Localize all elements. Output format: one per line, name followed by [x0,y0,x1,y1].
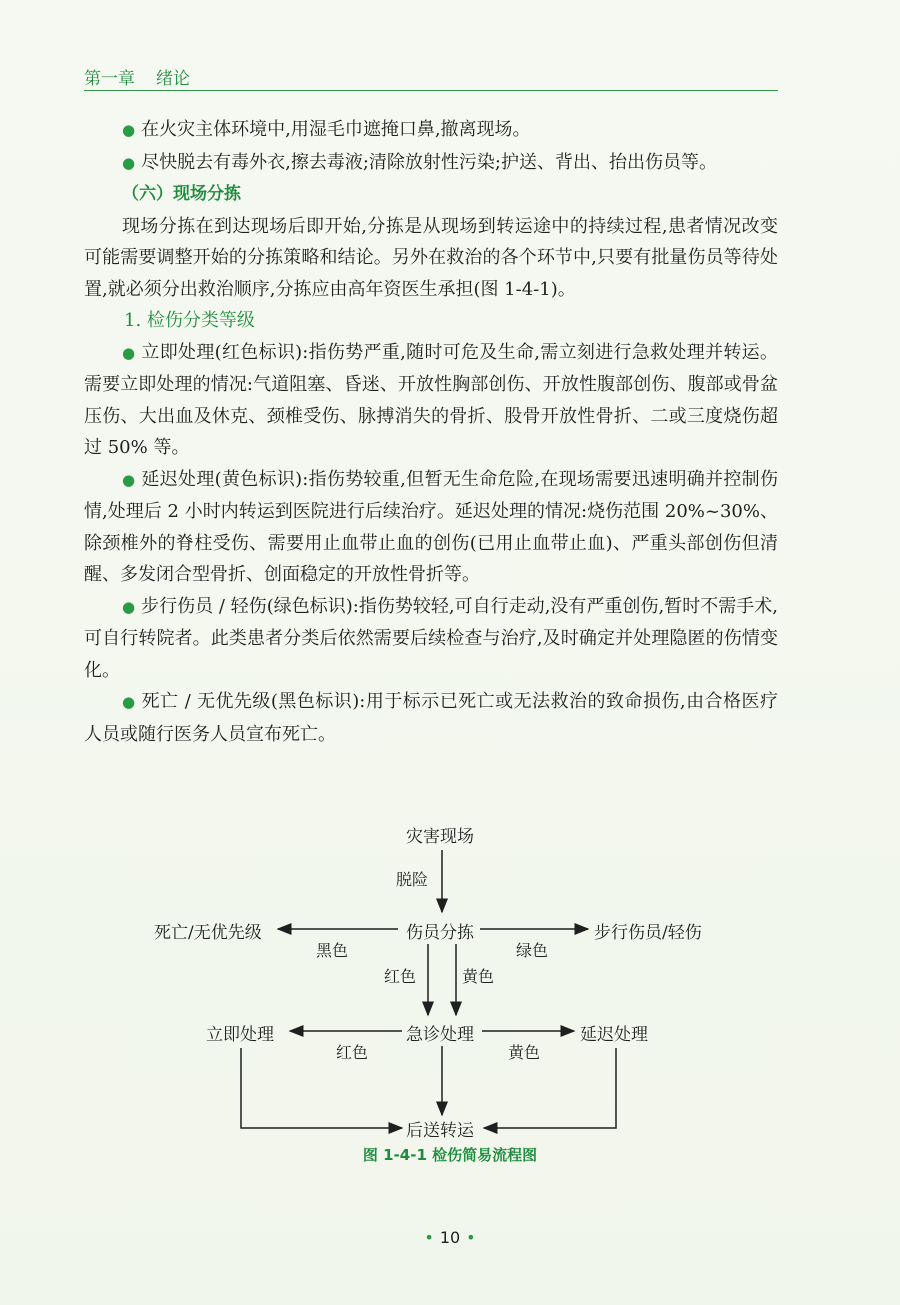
page-number-dot: • [466,1228,476,1247]
body-text [84,114,778,750]
header-chapter: 第一章 [84,69,135,89]
label-escape: 脱险 [396,870,429,889]
page-number-dot: • [424,1228,434,1247]
flowchart-arrows [140,812,740,1142]
bullet-paragraph [84,591,778,687]
bullet-paragraph [84,114,778,147]
label-green: 绿色 [516,941,549,960]
label-black: 黑色 [316,941,349,960]
bullet-paragraph [84,337,778,464]
bullet-icon: ● [122,597,136,616]
bullet-text: 尽快脱去有毒外衣,擦去毒液;清除放射性污染;护送、背出、抬出伤员等。 [141,151,717,173]
label-yellow-right: 黄色 [508,1043,541,1062]
bullet-icon: ● [122,153,136,172]
node-evacuation-transfer: 后送转运 [406,1121,474,1141]
figure-caption: 图 1-4-1 检伤简易流程图 [362,1146,538,1164]
bullet-paragraph [84,686,778,750]
bullet-text: 步行伤员 / 轻伤(绿色标识):指伤势较轻,可自行走动,没有严重创伤,暂时不需手术,可自行转院者。此类患者分类后依然需要后续检查与治疗,及时确定并处理隐匿的伤情变化。 [84,595,778,681]
bullet-text: 在火灾主体环境中,用湿毛巾遮掩口鼻,撤离现场。 [141,119,531,140]
node-walking-minor: 步行伤员/轻伤 [594,923,702,943]
page-number-value: 10 [439,1228,461,1247]
label-red-left: 红色 [336,1043,369,1062]
node-casualty-triage: 伤员分拣 [406,923,474,943]
arrow-immediate-to-transfer [241,1048,402,1128]
body-paragraph: 现场分拣在到达现场后即开始,分拣是从现场到转运途中的持续过程,患者情况改变可能需要调整开始的分拣策略和结论。另外在救治的各个环节中,只要有批量伤员等待处置,就必须分出救治顺序,分拣应由高年资医生承担(图 1-4-1)。 [84,215,778,300]
node-immediate-treatment: 立即处理 [206,1025,274,1045]
label-red-down: 红色 [384,967,417,986]
bullet-text: 立即处理(红色标识):指伤势严重,随时可危及生命,需立刻进行急救处理并转运。需要立即处理的情况:气道阻塞、昏迷、开放性胸部创伤、开放性腹部创伤、腹部或骨盆压伤、大出血及休克、颈椎受伤、脉搏消失的骨折、股骨开放性骨折、二或三度烧伤超过 50% 等。 [84,341,778,458]
subsection-heading: 1. 检伤分类等级 [124,310,255,331]
node-dead-no-priority: 死亡/无优先级 [154,923,262,943]
bullet-paragraph [84,464,778,591]
page-number [0,1228,900,1247]
bullet-icon: ● [122,470,136,489]
label-yellow-down: 黄色 [462,967,495,986]
triage-flowchart [140,812,740,1142]
arrow-delayed-to-transfer [484,1048,616,1128]
bullet-text: 延迟处理(黄色标识):指伤势较重,但暂无生命危险,在现场需要迅速明确并控制伤情,处理后 2 小时内转运到医院进行后续治疗。延迟处理的情况:烧伤范围 20%~30%、除颈椎外的脊柱受伤、需要用止血带止血的创伤(已用止血带止血)、严重头部创伤但清醒、多发闭合型骨折、创面稳定的开放性骨折等。 [84,468,778,585]
node-delayed-treatment: 延迟处理 [580,1025,648,1045]
bullet-paragraph [84,147,778,180]
header-title: 绪论 [156,69,190,89]
section-heading: （六）现场分拣 [122,184,241,204]
node-disaster-scene: 灾害现场 [406,827,474,847]
running-header [84,62,778,91]
bullet-text: 死亡 / 无优先级(黑色标识):用于标示已死亡或无法救治的致命损伤,由合格医疗人员或随行医务人员宣布死亡。 [84,691,779,745]
bullet-icon: ● [122,693,136,711]
bullet-icon: ● [122,121,136,139]
node-emergency-treatment: 急诊处理 [406,1025,474,1045]
bullet-icon: ● [122,343,136,362]
